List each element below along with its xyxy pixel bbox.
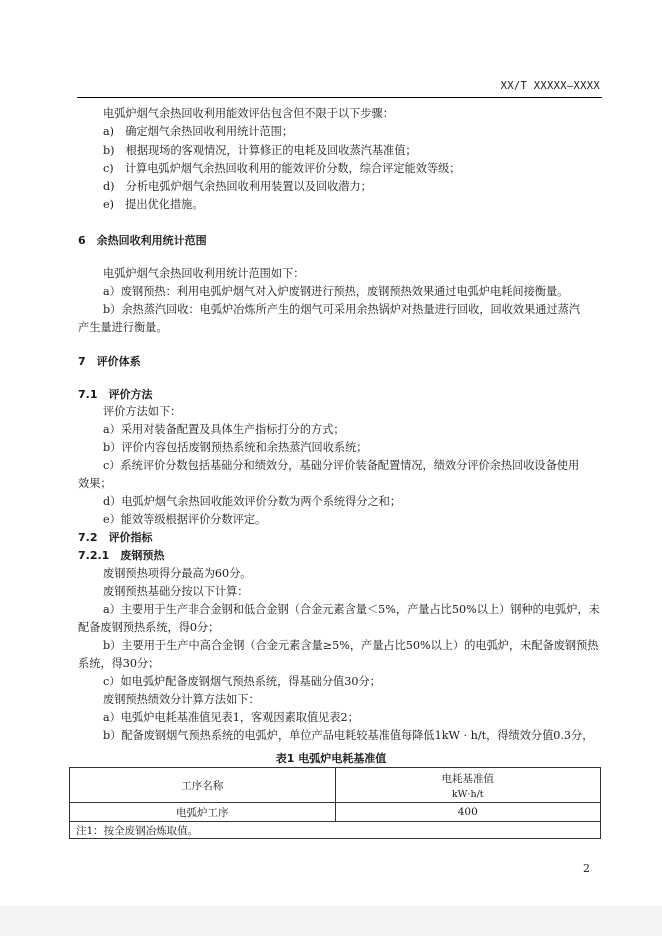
table-note-row [70, 822, 601, 839]
list-item: b）评价内容包括废钢预热系统和余热蒸汽回收系统； [103, 441, 368, 454]
list-item: d) 分析电弧炉烟气余热回收利用装置以及回收潜力； [103, 180, 372, 193]
table-header-row [70, 768, 601, 803]
list-item-continuation: 效果； [78, 477, 112, 490]
header-baseline-value [335, 768, 601, 803]
table-caption: 表1 电弧炉电耗基准值 [275, 752, 387, 765]
standard-code: XX/T XXXXX—XXXX [500, 80, 600, 92]
paragraph-line: 废钢预热项得分最高为60分。 [103, 567, 252, 580]
list-item: e) 提出优化措施。 [103, 198, 204, 211]
paragraph-line: 评价方法如下： [103, 405, 182, 418]
list-item: a）采用对装备配置及具体生产指标打分的方式； [103, 423, 345, 436]
list-item-continuation: 系统，得30分； [78, 657, 160, 670]
list-item: c) 计算电弧炉烟气余热回收利用的能效评价分数，综合评定能效等级； [103, 162, 461, 175]
header-divider [77, 97, 602, 98]
cell-process: 电弧炉工序 [70, 803, 336, 822]
list-item: e）能效等级根据评价分数评定。 [103, 513, 267, 526]
list-item: a）电弧炉电耗基准值见表1，客观因素取值见表2； [103, 711, 359, 724]
paragraph-line: 电弧炉烟气余热回收利用能效评估包含但不限于以下步骤： [103, 107, 394, 120]
list-item: a）主要用于生产非合金钢和低合金钢（合金元素含量＜5%，产量占比50%以上）钢种的电弧炉，未 [103, 603, 600, 616]
table-note: 注1：按全废钢冶炼取值。 [70, 822, 601, 839]
power-baseline-table [69, 767, 601, 839]
header-baseline-label: 电耗基准值 [441, 772, 494, 785]
footer-band [0, 906, 662, 936]
section-heading-7: 7 评价体系 [78, 355, 141, 368]
header-process-name: 工序名称 [70, 768, 336, 803]
list-item: b）余热蒸汽回收：电弧炉冶炼所产生的烟气可采用余热锅炉对热量进行回收，回收效果通过蒸汽 [103, 303, 581, 316]
list-item: b）配备废钢烟气预热系统的电弧炉，单位产品电耗较基准值每降低1kW · h/t，得绩效分值0.3分， [103, 729, 594, 742]
page-number: 2 [583, 862, 590, 875]
section-heading-6: 6 余热回收利用统计范围 [78, 234, 207, 247]
section-heading-7-1: 7.1 评价方法 [78, 388, 153, 401]
list-item: d）电弧炉烟气余热回收能效评价分数为两个系统得分之和； [103, 495, 402, 508]
list-item: b）主要用于生产中高合金钢（合金元素含量≥5%，产量占比50%以上）的电弧炉，未配备废钢预热 [103, 639, 599, 652]
paragraph-line: 废钢预热基础分按以下计算： [103, 585, 249, 598]
list-item: a) 确定烟气余热回收利用统计范围； [103, 125, 294, 138]
header-baseline-unit: kW·h/t [451, 788, 484, 800]
cell-value: 400 [335, 803, 601, 822]
paragraph-line: 电弧炉烟气余热回收利用统计范围如下： [103, 267, 305, 280]
list-item: b) 根据现场的客观情况，计算修正的电耗及回收蒸汽基准值； [103, 144, 417, 157]
list-item: c）如电弧炉配备废钢烟气预热系统，得基础分值30分； [103, 675, 381, 688]
list-item: a）废钢预热：利用电弧炉烟气对入炉废钢进行预热，废钢预热效果通过电弧炉电耗间接衡量。 [103, 285, 569, 298]
paragraph-line: 废钢预热绩效分计算方法如下： [103, 693, 260, 706]
list-item: c）系统评价分数包括基础分和绩效分，基础分评价装备配置情况，绩效分评价余热回收设备使用 [103, 459, 580, 472]
section-heading-7-2-1: 7.2.1 废钢预热 [78, 549, 165, 562]
list-item-continuation: 产生量进行衡量。 [78, 321, 168, 334]
table-row [70, 803, 601, 822]
section-heading-7-2: 7.2 评价指标 [78, 531, 153, 544]
list-item-continuation: 配备废钢预热系统，得0分； [78, 621, 220, 634]
